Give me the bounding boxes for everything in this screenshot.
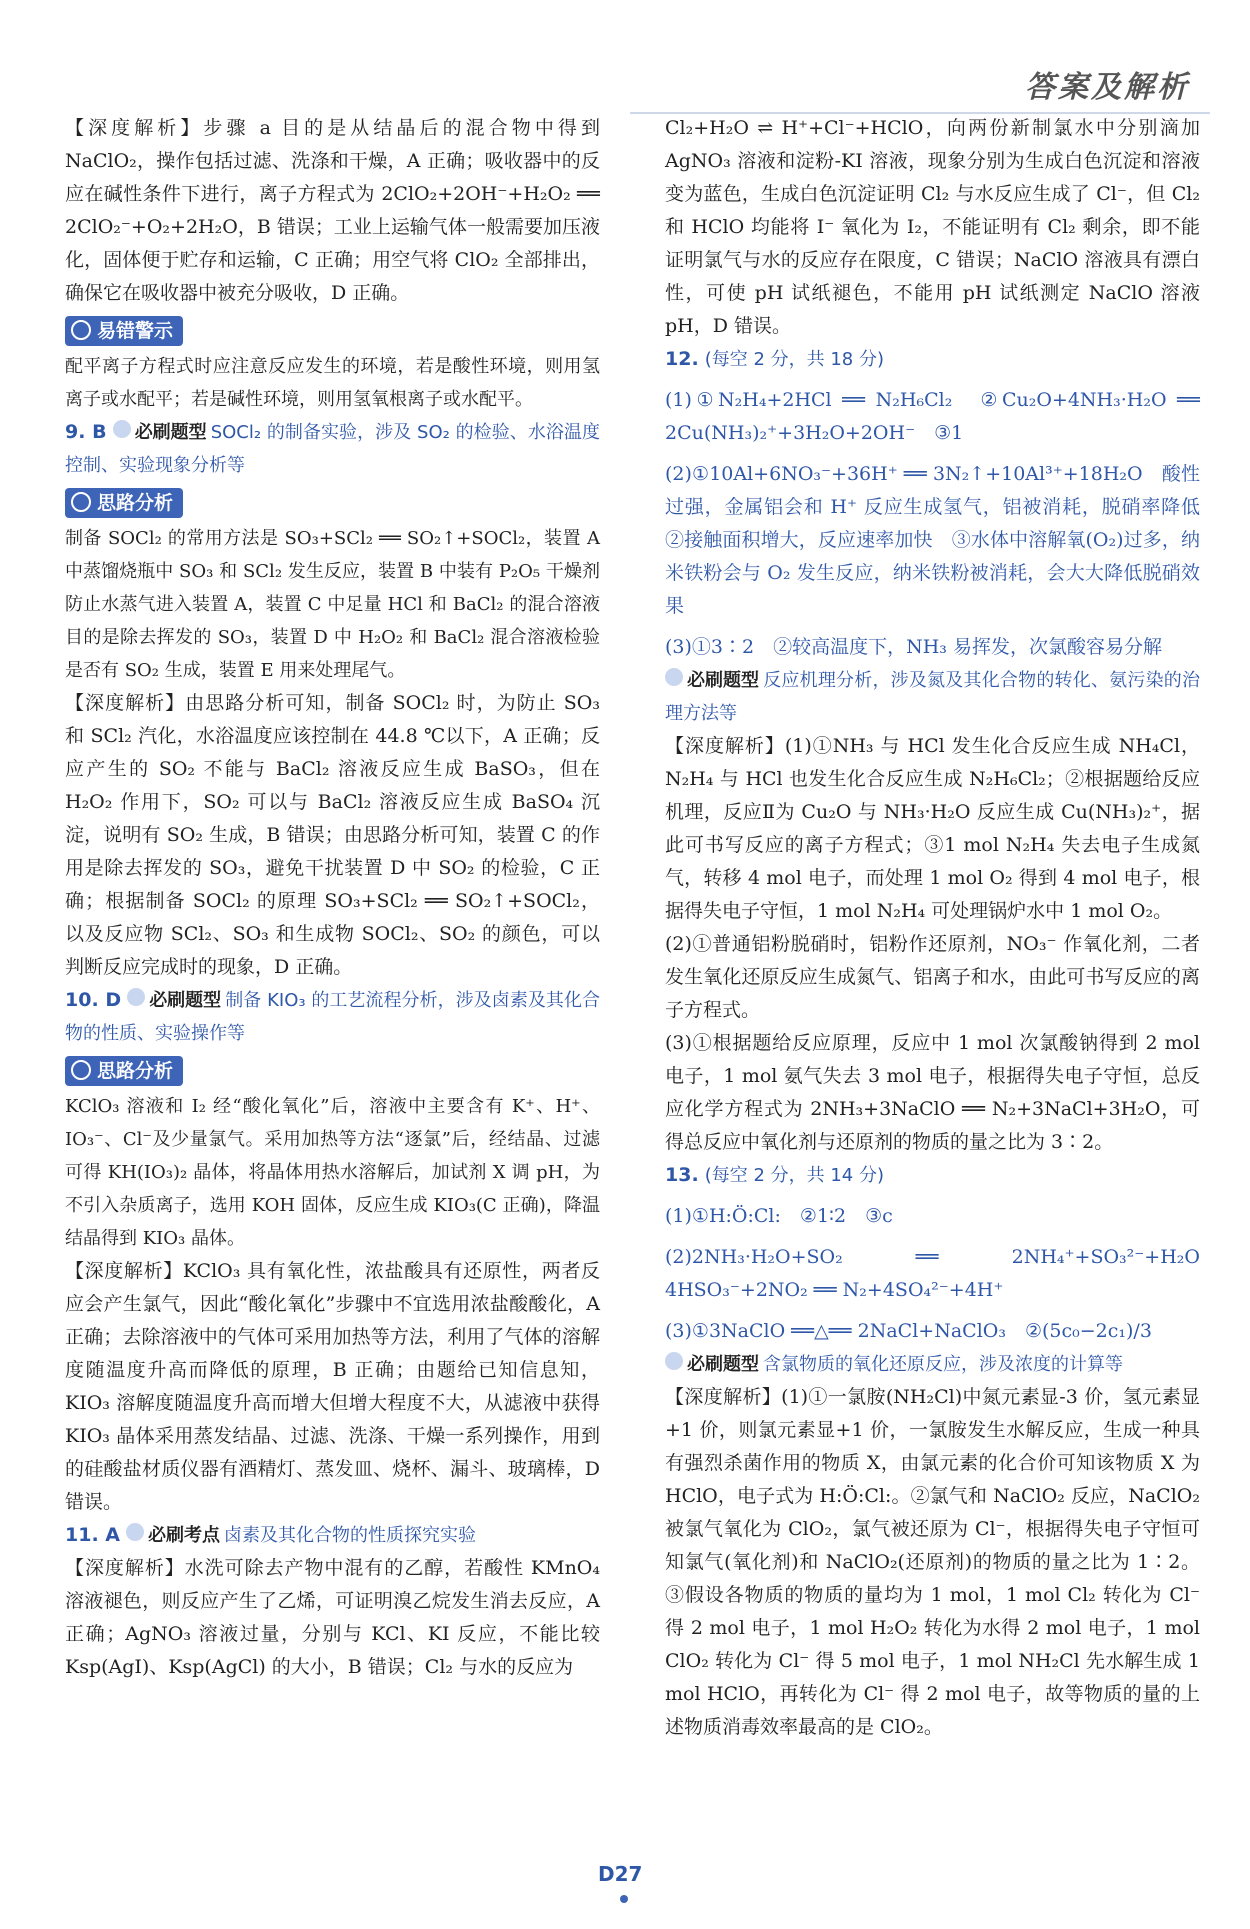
question-header [665, 1348, 1200, 1381]
must-do-label: 必刷题型 [665, 1348, 759, 1381]
answer-line: (1)①N₂H₄+2HCl ══ N₂H₆Cl₂ ②Cu₂O+4NH₃·H₂O ══ 2Cu(NH₃)₂⁺+3H₂O+2OH⁻ ③1 [665, 389, 1200, 444]
section-tag [65, 488, 183, 518]
analysis-text: 制备 SOCl₂ 的常用方法是 SO₃+SCl₂ ══ SO₂↑+SOCl₂，装置 A 中蒸馏烧瓶中 SO₃ 和 SCl₂ 发生反应，装置 B 中装有 P₂O₅ 干燥剂防止水蒸气进入装置 A，装置 C 中足量 HCl 和 BaCl₂ 的混合溶液目的是除去挥发的 SO₃，装置 D 中 H₂O₂ 和 BaCl₂ 混合溶液检验是否有 SO₂ 生成，装置 E 用来处理尾气。 [65, 528, 600, 681]
question-header [65, 416, 600, 482]
question-number: 13. [665, 1164, 699, 1186]
must-do-label: 必刷考点 [126, 1519, 220, 1552]
question-header [665, 1159, 1200, 1192]
question-number: 10. D [65, 989, 122, 1011]
paragraph: 【深度解析】KClO₃ 具有氧化性，浓盐酸具有还原性，两者反应会产生氯气，因此“酸化氧化”步骤中不宜选用浓盐酸酸化，A 正确；去除溶液中的气体可采用加热等方法，利用了气体的溶解度随温度升高而降低的原理，B 正确；由题给已知信息知，KIO₃ 溶解度随温度升高而增大但增大程度不大，从滤液中获得 KIO₃ 晶体采用蒸发结晶、过滤、洗涤、干燥一系列操作，用到的硅酸盐材质仪器有酒精灯、蒸发皿、烧杯、漏斗、玻璃棒，D 错误。 [65, 1260, 600, 1513]
answer-line: (2)①10Al+6NO₃⁻+36H⁺ ══ 3N₂↑+10Al³⁺+18H₂O 酸性过强，金属铝会和 H⁺ 反应生成氢气，铝被消耗，脱硝率降低 ②接触面积增大，反应速率加快 ③水体中溶解氧(O₂)过多，纳米铁粉会与 O₂ 发生反应，纳米铁粉被消耗，会大大降低脱硝效果 [665, 463, 1220, 617]
section-tag-label: 思路分析 [97, 492, 174, 514]
question-header [65, 1519, 600, 1552]
must-do-label: 必刷题型 [665, 664, 759, 697]
paragraph: (3)①根据题给反应原理，反应中 1 mol 次氯酸钠得到 2 mol 电子，1 mol 氨气失去 3 mol 电子，根据得失电子守恒，总反应化学方程式为 2NH₃+3NaClO ══ N₂+3NaCl+3H₂O，可得总反应中氧化剂与还原剂的物质的量之比为 3∶2。 [665, 1032, 1200, 1153]
question-number: 12. [665, 348, 699, 370]
paragraph: 【深度解析】步骤 a 目的是从结晶后的混合物中得到 NaClO₂，操作包括过滤、洗涤和干燥，A 正确；吸收器中的反应在碱性条件下进行，离子方程式为 2ClO₂+2OH⁻+H₂O₂ ══ 2ClO₂⁻+O₂+2H₂O，B 错误；工业上运输气体一般需要加压液化，固体便于贮存和运输，C 正确；用空气将 ClO₂ 全部排出，确保它在吸收器中被充分吸收，D 正确。 [65, 117, 600, 304]
tag-circle-icon [71, 1060, 91, 1080]
question-topic: SOCl₂ 的制备实验，涉及 SO₂ 的检验、水浴温度控制、实验现象分析等 [65, 422, 600, 476]
paragraph: 【深度解析】水洗可除去产物中混有的乙醇，若酸性 KMnO₄ 溶液褪色，则反应产生了乙烯，可证明溴乙烷发生消去反应，A 正确；AgNO₃ 溶液过量，分别与 KCl、KI 反应，不能比较 Ksp(AgI)、Ksp(AgCl) 的大小，B 错误；Cl₂ 与水的反应为 [65, 1557, 600, 1678]
question-topic: (每空 2 分，共 18 分) [704, 349, 885, 370]
page-header-title: 答案及解析 [1025, 70, 1190, 105]
must-do-label: 必刷题型 [113, 416, 207, 449]
section-tag [65, 316, 183, 346]
question-number: 9. B [65, 421, 107, 443]
answer-line: (2)2NH₃·H₂O+SO₂ ══ 2NH₄⁺+SO₃²⁻+H₂O 4HSO₃⁻+2NO₂ ══ N₂+4SO₄²⁻+4H⁺ [665, 1246, 1220, 1301]
section-tag-label: 易错警示 [97, 320, 174, 342]
answer-line: (3)①3NaClO ══△══ 2NaCl+NaClO₃ ②(5c₀−2c₁)/3 [665, 1320, 1152, 1342]
question-topic: 反应机理分析，涉及氮及其化合物的转化、氨污染的治理方法等 [665, 670, 1200, 724]
question-topic: 卤素及其化合物的性质探究实验 [224, 1525, 477, 1546]
paragraph: 【深度解析】(1)①NH₃ 与 HCl 发生化合反应生成 NH₄Cl，N₂H₄ 与 HCl 也发生化合反应生成 N₂H₆Cl₂；②根据题给反应机理，反应Ⅱ为 Cu₂O 与 NH₃·H₂O 反应生成 Cu(NH₃)₂⁺，据此可书写反应的离子方程式；③1 mol N₂H₄ 失去电子生成氮气，转移 4 mol 电子，而处理 1 mol O₂ 得到 4 mol 电子，根据得失电子守恒，1 mol N₂H₄ 可处理锅炉水中 1 mol O₂。 [665, 735, 1200, 922]
analysis-text: KClO₃ 溶液和 I₂ 经“酸化氧化”后，溶液中主要含有 K⁺、H⁺、IO₃⁻、Cl⁻及少量氯气。采用加热等方法“逐氯”后，经结晶、过滤可得 KH(IO₃)₂ 晶体，将晶体用热水溶解后，加试剂 X 调 pH，为不引入杂质离子，选用 KOH 固体，反应生成 KIO₃(C 正确)，降温结晶得到 KIO₃ 晶体。 [65, 1096, 600, 1249]
question-topic: 制备 KIO₃ 的工艺流程分析，涉及卤素及其化合物的性质、实验操作等 [65, 990, 600, 1044]
question-header [665, 343, 1200, 376]
paragraph: (2)①普通铝粉脱硝时，铝粉作还原剂，NO₃⁻ 作氧化剂，二者发生氧化还原反应生成氮气、铝离子和水，由此可书写反应的离子方程式。 [665, 933, 1200, 1021]
section-tag-label: 思路分析 [97, 1060, 174, 1082]
question-topic: (每空 2 分，共 14 分) [704, 1165, 885, 1186]
tag-circle-icon [71, 492, 91, 512]
answer-line: (1)①H:Ö:Cl: ②1∶2 ③c [665, 1205, 893, 1227]
tag-circle-icon [71, 320, 91, 340]
question-header [65, 984, 600, 1050]
question-header [665, 664, 1200, 730]
must-do-label: 必刷题型 [127, 984, 221, 1017]
analysis-text: 配平离子方程式时应注意反应发生的环境，若是酸性环境，则用氢离子或水配平；若是碱性环境，则用氢氧根离子或水配平。 [65, 356, 600, 410]
section-tag [65, 1056, 183, 1086]
question-topic: 含氯物质的氧化还原反应，涉及浓度的计算等 [763, 1354, 1123, 1375]
page-number: D27 [598, 1862, 643, 1886]
paragraph: Cl₂+H₂O ⇌ H⁺+Cl⁻+HClO，向两份新制氯水中分别滴加 AgNO₃ 溶液和淀粉-KI 溶液，现象分别为生成白色沉淀和溶液变为蓝色，生成白色沉淀证明 Cl₂ 与水反应生成了 Cl⁻，但 Cl₂ 和 HClO 均能将 I⁻ 氧化为 I₂，不能证明有 Cl₂ 剩余，即不能证明氯气与水的反应存在限度，C 错误；NaClO 溶液具有漂白性，可使 pH 试纸褪色，不能用 pH 试纸测定 NaClO 溶液 pH，D 错误。 [665, 117, 1200, 337]
paragraph: 【深度解析】(1)①一氯胺(NH₂Cl)中氮元素显-3 价，氢元素显+1 价，则氯元素显+1 价，一氯胺发生水解反应，生成一种具有强烈杀菌作用的物质 X，由氯元素的化合价可知该物质 X 为 HClO，电子式为 H:Ö:Cl:。②氯气和 NaClO₂ 反应，NaClO₂ 被氯气氧化为 ClO₂，氯气被还原为 Cl⁻，根据得失电子守恒可知氯气(氧化剂)和 NaClO₂(还原剂)的物质的量之比为 1∶2。③假设各物质的物质的量均为 1 mol，1 mol Cl₂ 转化为 Cl⁻ 得 2 mol 电子，1 mol H₂O₂ 转化为水得 2 mol 电子，1 mol ClO₂ 转化为 Cl⁻ 得 5 mol 电子，1 mol NH₂Cl 先水解生成 1 mol HClO，再转化为 Cl⁻ 得 2 mol 电子，故等物质的量的上述物质消毒效率最高的是 ClO₂。 [665, 1386, 1200, 1738]
answer-line: (3)①3∶2 ②较高温度下，NH₃ 易挥发，次氯酸容易分解 [665, 636, 1162, 658]
right-column [665, 112, 1220, 1744]
paragraph: 【深度解析】由思路分析可知，制备 SOCl₂ 时，为防止 SO₃ 和 SCl₂ 汽化，水浴温度应该控制在 44.8 ℃以下，A 正确；反应产生的 SO₂ 不能与 BaCl₂ 溶液反应生成 BaSO₃，但在 H₂O₂ 作用下，SO₂ 可以与 BaCl₂ 溶液反应生成 BaSO₄ 沉淀，说明有 SO₂ 生成，B 错误；由思路分析可知，装置 C 的作用是除去挥发的 SO₃，避免干扰装置 D 中 SO₂ 的检验，C 正确；根据制备 SOCl₂ 的原理 SO₃+SCl₂ ══ SO₂↑+SOCl₂，以及反应物 SCl₂、SO₃ 和生成物 SOCl₂、SO₂ 的颜色，可以判断反应完成时的现象，D 正确。 [65, 692, 600, 978]
question-number: 11. A [65, 1524, 120, 1546]
page-marker-dot [620, 1895, 628, 1903]
left-column [65, 112, 600, 1684]
